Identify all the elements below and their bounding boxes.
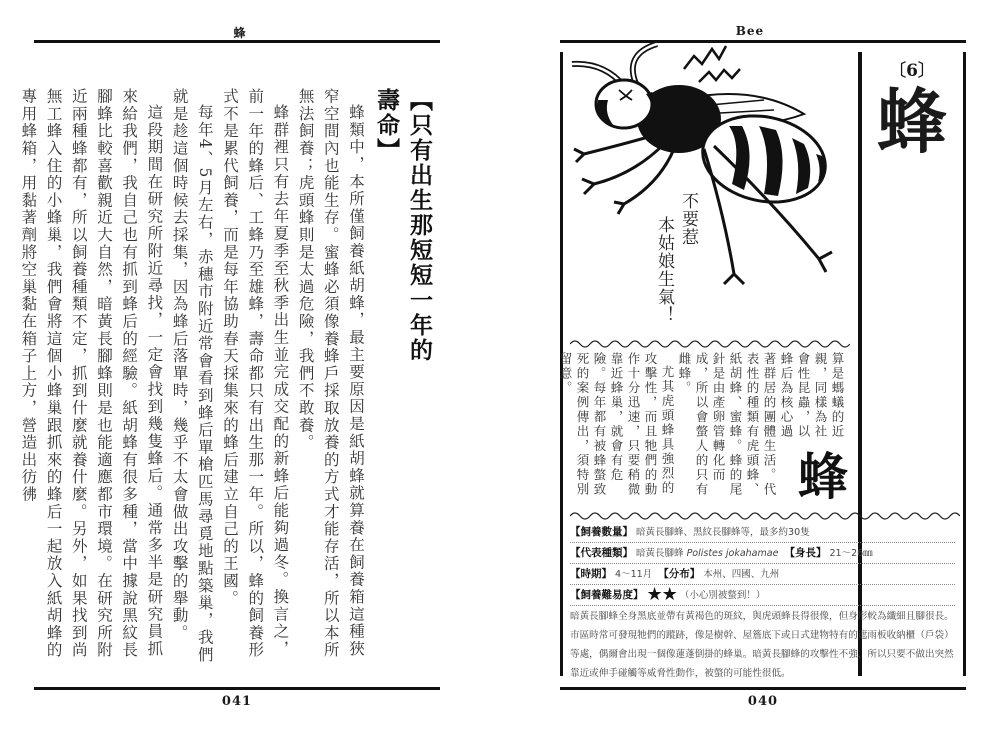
paragraph: 每年4、5月左右，赤穗市附近常會看到蜂后單槍匹馬尋覓地點築巢，我們就是趁這個時候去採集，因為蜂后落單時，幾乎不太會做出攻擊的舉動。	[170, 88, 214, 664]
running-head: 蜂	[233, 26, 247, 40]
species-description: 暗黃長腳蜂全身黑底並帶有黃褐色的斑紋，與虎頭蜂長得很像，但身形較為纖細且腳很長。市區時常可發現牠們的蹤跡，像是樹幹、屋簷底下或日式建物特有的遮雨板收納櫃（戶袋）等處，偶爾會出現一個像蓮蓬倒掛的蜂巢。暗黃長腳蜂的攻擊性不強，所以只要不做出突然靠近或伸手碰觸等威脅性動作，被螫的可能性很低。	[570, 611, 954, 679]
spec-row-species	[570, 543, 955, 564]
body-text	[19, 88, 368, 668]
spec-label: 【飼養數量】	[570, 526, 633, 538]
wasp-illustration	[564, 34, 854, 334]
spec-value: 21～26㎜	[829, 548, 873, 559]
spec-value: 4～11月	[615, 569, 653, 580]
paragraph: 蜂群裡只有去年夏季至秋季出生並完成交配的新蜂后能夠過冬。換言之，前一年的蜂后、工蜂乃至雄蜂，壽命都只有出生那一年。所以，蜂的飼養形式不是累代飼養，而是每年協助春天採集來的蜂后建立自己的王國。	[220, 88, 290, 659]
paragraph: 蜂類中，本所僅飼養紙胡蜂，最主要原因是紙胡蜂就算養在飼養箱這種狹窄空間內也能生存。蜜蜂必須像養蜂戶採取放養的方式才能存活，所以本所無法飼養；虎頭蜂則是太過危險，我們不敢養。	[296, 88, 365, 659]
spec-label: 【身長】	[784, 547, 827, 559]
footer-rule	[560, 687, 966, 690]
drop-cap: 蜂	[790, 450, 848, 502]
running-head: Bee	[735, 24, 765, 38]
spec-row-difficulty	[570, 585, 955, 606]
left-page	[0, 0, 480, 734]
entry-number: 〔6〕	[889, 61, 935, 81]
spec-value: 本州、四國、九州	[703, 569, 780, 580]
intro-paragraph: 算是螞蟻的近親，同樣為社會性昆蟲，以蜂后為核心過著群居的團體生活。代表性的種類有虎頭蜂、紙胡蜂、蜜蜂。蜂的尾針是由產卵管轉化而成，所以會螫人的只有雌蜂。	[677, 352, 845, 497]
spec-note: （小心別被螫到！）	[679, 590, 766, 601]
spec-table	[570, 522, 955, 606]
footer-rule	[34, 687, 440, 690]
spec-label: 【飼養難易度】	[570, 589, 644, 601]
speech-line-2: 本姑娘生氣！	[654, 216, 674, 324]
spec-label: 【分布】	[658, 568, 701, 580]
latin-name: Polistes jokahamae	[686, 548, 779, 559]
right-page	[540, 0, 999, 734]
star-rating-icon: ★★	[646, 584, 677, 605]
page-number: 040	[747, 694, 779, 709]
wavy-divider	[570, 512, 960, 520]
entry-title: 蜂	[877, 81, 947, 163]
spec-label: 【時期】	[570, 568, 612, 580]
section-title: 【只有出生那短短一年的壽命】	[373, 88, 432, 363]
speech-line-1: 不要惹	[678, 192, 698, 246]
spec-row-quantity	[570, 522, 955, 543]
spec-row-period	[570, 564, 955, 585]
spec-value: 暗黃長腳蜂、黑紋長腳蜂等，最多約30隻	[636, 527, 810, 538]
intro-text	[558, 352, 848, 502]
spec-value: 暗黃長腳蜂	[636, 548, 687, 559]
intro-paragraph: 尤其虎頭蜂具強烈的攻擊性，而且牠們的動作十分迅速，只要稍微靠近蜂巢，就會有危險。每年都有被蜂螫致死的案例傳出，須特別留意。	[558, 352, 675, 497]
spec-label: 【代表種類】	[570, 547, 633, 559]
wasp-icon	[564, 34, 854, 334]
header-rule	[34, 40, 440, 43]
page-number: 041	[221, 694, 253, 709]
wavy-divider	[570, 340, 850, 348]
paragraph: 這段期間在研究所附近尋找，一定會找到幾隻蜂后。通常多半是研究員抓來給我們，我自己也有抓到蜂后的經驗。紙胡蜂有很多種，當中據說黑紋長腳蜂比較喜歡親近大自然，暗黃長腳蜂則是也能適應都市環境。在研究所附近兩種蜂都有，所以飼養種類不定，抓到什麼就養什麼。另外，如果找到尚無工蜂入住的小蜂巢，我們會將這個小蜂巢跟抓來的蜂后一起放入紙胡蜂的專用蜂箱，用黏著劑將空巢黏在箱子上方，營造出彷彿	[19, 88, 164, 659]
